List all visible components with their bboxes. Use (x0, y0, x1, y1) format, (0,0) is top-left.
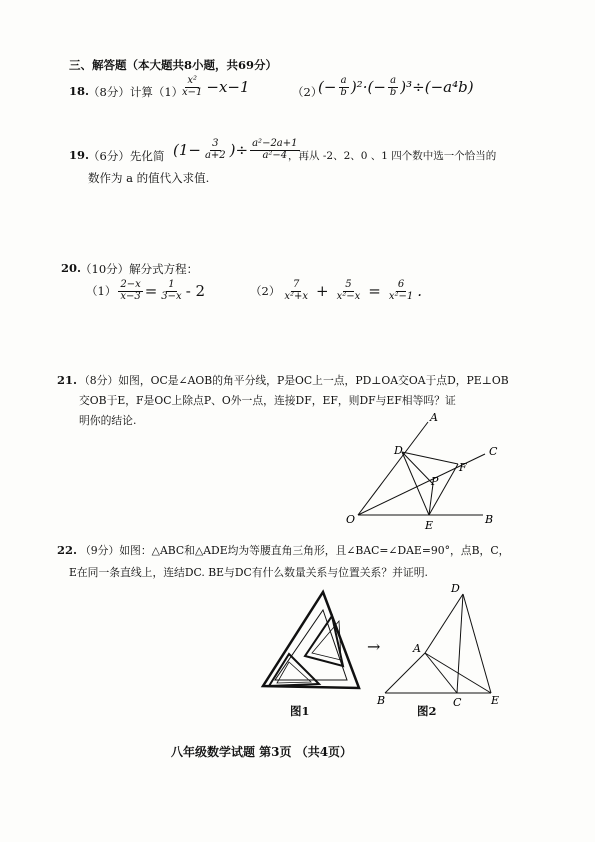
segment-ba (385, 653, 425, 693)
q20-number: 20. (61, 261, 82, 275)
q18-part1-rest: −x−1 (206, 78, 250, 96)
q20-p2-eq: = (368, 282, 381, 300)
q20-p2-den2: x²−x (336, 290, 361, 302)
q20-p1-tail: - 2 (185, 282, 206, 300)
arrow-icon: → (367, 637, 381, 656)
q20-p2-plus: + (316, 282, 329, 300)
label-p: P (431, 475, 439, 488)
q19-frac1-num: 3 (212, 138, 219, 149)
q22-line1: （9分）如图：△ABC和△ADE均为等腰直角三角形，且∠BAC=∠DAE=90°，点B，C， (80, 544, 510, 557)
q20-p2-num2: 5 (345, 279, 352, 290)
label-a: A (413, 642, 421, 655)
q20-p1-label: （1） (86, 284, 117, 298)
q19-frac1-den: a+2 (204, 149, 226, 161)
q18-part1-den: x−1 (182, 86, 203, 98)
q20-score: （10分）解分式方程： (80, 262, 199, 276)
q19-frac2-num: a²−2a+1 (252, 138, 298, 149)
label-d: D (451, 582, 460, 595)
page-footer: 八年级数学试题 第3页 （共4页） (171, 745, 353, 759)
q20-p2-den1: x²+x (284, 290, 308, 302)
label-c: C (453, 696, 462, 708)
q18-number: 18. (69, 84, 90, 98)
q21-line1: （8分）如图，OC是∠AOB的角平分线，P是OC上一点，PD⊥OA交OA于点D，PE⊥OB (79, 374, 509, 387)
fig2-caption: 图2 (417, 704, 437, 718)
q18-score: （8分）计算（1） (88, 85, 184, 99)
segment-dp (402, 452, 433, 484)
segment-pe (429, 484, 433, 515)
q18-part2-frac2-den: b (389, 86, 397, 98)
q20-p2-num1: 7 (292, 279, 300, 290)
q18-part2-b: )²·(− (350, 78, 386, 96)
q19-score: （6分）先化简 (88, 149, 165, 163)
q20-part2 (250, 280, 422, 302)
q21-figure (340, 412, 510, 537)
q18-part2-frac2-num: a (390, 75, 397, 86)
segment-ac (425, 653, 457, 693)
q20-p2-den3: x²−1 (388, 290, 414, 302)
label-e: E (491, 694, 500, 707)
q21-number: 21. (57, 373, 78, 387)
q20-p1-num1: 2−x (120, 279, 141, 290)
small-triangle (269, 654, 319, 686)
q20-p1-num2: 1 (168, 279, 175, 290)
label-a: A (430, 412, 438, 424)
segment-ad (425, 594, 463, 653)
q18-part2 (318, 76, 474, 98)
q20-p2-num3: 6 (397, 279, 405, 290)
segment-dc (457, 594, 463, 693)
q19-mid: )÷ (229, 141, 249, 159)
q22-figure1 (255, 588, 367, 696)
segment-ef (429, 464, 458, 515)
q20-p1-eq: = (144, 282, 158, 300)
q18-part1 (178, 76, 250, 98)
q20-p1-den1: x−3 (120, 290, 141, 302)
q19-line2: 数作为 a 的值代入求值. (88, 171, 210, 185)
label-o: O (346, 513, 356, 526)
label-e: E (425, 519, 434, 532)
label-d: D (394, 444, 403, 457)
label-b: B (485, 513, 494, 526)
q21-line2: 交OB于E，F是OC上除点P、O外一点，连接DF，EF，则DF与EF相等吗？证 (79, 394, 456, 407)
q18-part2-c: )³÷(−a⁴b) (400, 78, 474, 96)
q18-part2-frac1-num: a (340, 75, 347, 86)
section-title: 三、解答题（本大题共8小题，共69分） (69, 58, 278, 72)
q18-part2-label: （2） (292, 85, 323, 99)
label-c: C (489, 445, 498, 458)
q20-p2-label: （2） (250, 284, 281, 298)
q21-line3: 明你的结论. (79, 414, 137, 427)
fig1-caption: 图1 (290, 704, 310, 718)
q19-number: 19. (69, 148, 90, 162)
segment-df (402, 452, 458, 464)
q22-number: 22. (57, 543, 78, 557)
q22-line2: E在同一条直线上，连结DC. BE与DC有什么数量关系与位置关系？并证明. (69, 566, 428, 579)
label-f: F (459, 461, 467, 474)
q20-p1-den2: 3−x (161, 290, 182, 302)
q19-tail: ，再从 -2、2、0 、1 四个数中选一个恰当的 (288, 150, 497, 162)
q19-expression (173, 139, 302, 161)
segment-de (402, 452, 429, 515)
label-b: B (377, 694, 386, 707)
q18-part2-a: (− (318, 78, 337, 96)
q22-figure2 (375, 580, 505, 708)
q18-part2-frac1-den: b (340, 86, 347, 98)
q19-lead: (1− (173, 141, 201, 159)
q18-part1-num: x² (187, 75, 198, 86)
outer-inner-edge (275, 610, 347, 680)
q19-frac2-den: a²−4 (262, 149, 288, 161)
q20-p2-end: . (417, 282, 422, 300)
q20-part1 (86, 280, 205, 302)
